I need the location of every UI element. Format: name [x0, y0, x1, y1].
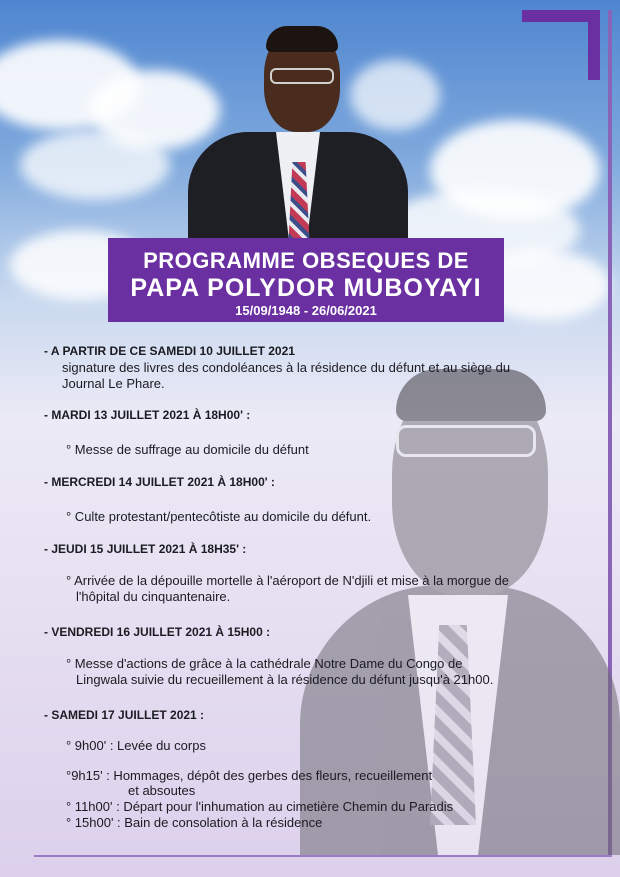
event-detail: ° Culte protestant/pentecôtiste au domicile du défunt.: [66, 509, 372, 524]
event-item: [44, 344, 511, 391]
title-line-1: PROGRAMME OBSEQUES DE: [143, 248, 469, 273]
event-detail: et absoutes: [128, 783, 196, 798]
event-title: - MERCREDI 14 JUILLET 2021 À 18H00' :: [44, 475, 275, 489]
event-item: [44, 542, 510, 604]
event-item: [44, 625, 494, 687]
event-title: - A PARTIR DE CE SAMEDI 10 JUILLET 2021: [44, 344, 295, 358]
event-item: [44, 708, 454, 830]
title-banner: [108, 238, 504, 322]
corner-frame: [522, 10, 600, 80]
event-detail: ° 11h00' : Départ pour l'inhumation au cimetière Chemin du Paradis: [66, 799, 454, 814]
event-detail: Journal Le Phare.: [62, 376, 165, 391]
event-title: - VENDREDI 16 JUILLET 2021 À 15H00 :: [44, 625, 271, 639]
portrait-photo: [178, 12, 418, 242]
event-detail: signature des livres des condoléances à la résidence du défunt et au siège du: [62, 360, 511, 375]
cloud-shape: [20, 130, 170, 200]
event-detail: ° 9h00' : Levée du corps: [66, 738, 206, 753]
event-title: - JEUDI 15 JUILLET 2021 À 18H35' :: [44, 542, 247, 556]
event-title: - MARDI 13 JUILLET 2021 À 18H00' :: [44, 408, 251, 422]
event-item: [44, 475, 372, 524]
event-detail: ° Arrivée de la dépouille mortelle à l'aéroport de N'djili et mise à la morgue de: [66, 573, 510, 588]
event-detail: Lingwala suivie du recueillement à la résidence du défunt jusqu'à 21h00.: [76, 672, 494, 687]
event-item: [44, 408, 309, 457]
event-detail: ° Messe de suffrage au domicile du défunt: [66, 442, 309, 457]
deceased-name: PAPA POLYDOR MUBOYAYI: [130, 274, 482, 302]
event-detail: ° Messe d'actions de grâce à la cathédrale Notre Dame du Congo de: [66, 656, 463, 671]
bottom-border: [34, 855, 612, 857]
event-detail: ° 15h00' : Bain de consolation à la résidence: [66, 815, 323, 830]
life-dates: 15/09/1948 - 26/06/2021: [235, 303, 377, 318]
event-detail: l'hôpital du cinquantenaire.: [76, 589, 231, 604]
event-title: - SAMEDI 17 JUILLET 2021 :: [44, 708, 205, 722]
event-detail: °9h15' : Hommages, dépôt des gerbes des fleurs, recueillement: [66, 768, 433, 783]
